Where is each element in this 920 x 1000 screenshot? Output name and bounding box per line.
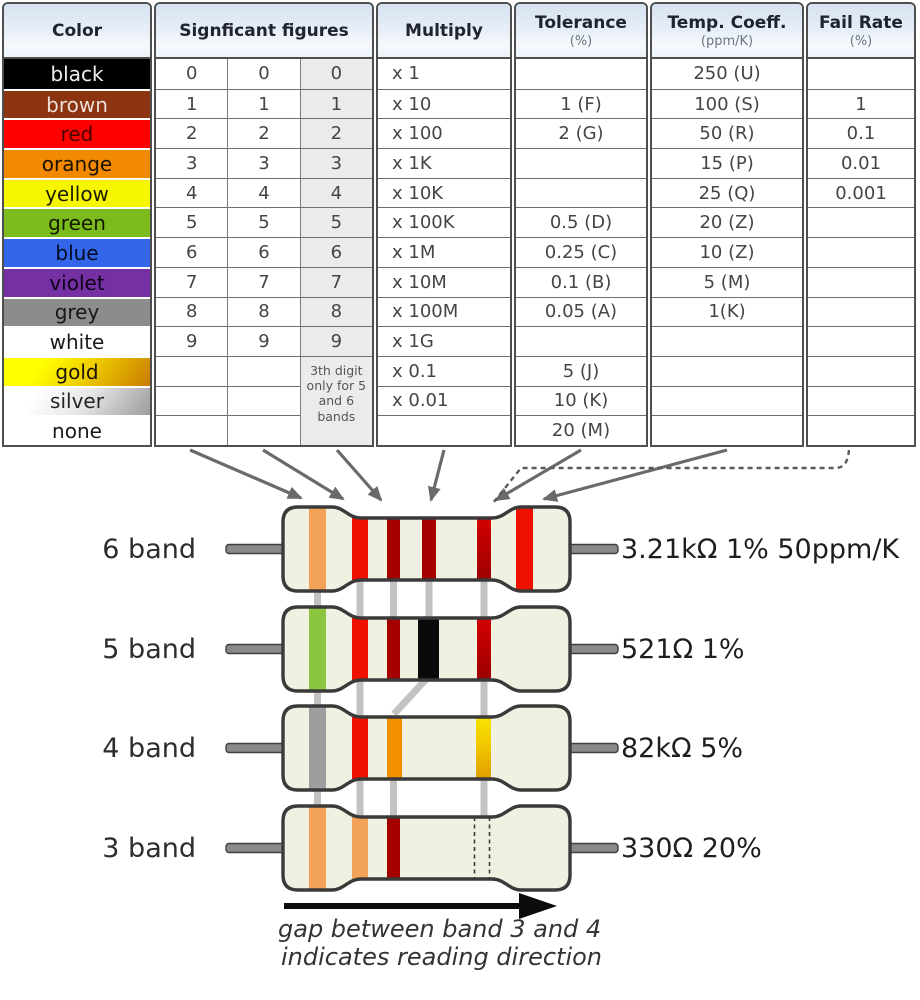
multiply-orange: x 1K — [378, 148, 510, 178]
column-tolerance — [514, 2, 648, 447]
fail-rate-silver — [808, 386, 914, 416]
header-tolerance — [516, 4, 646, 59]
tolerance-gold: 5 (J) — [516, 356, 646, 386]
tolerance-grey: 0.05 (A) — [516, 297, 646, 327]
lead-right — [566, 844, 618, 853]
dashed-fail-rate-path — [493, 450, 849, 503]
header-color-title: Color — [51, 20, 103, 41]
multiply-grey: x 100M — [378, 297, 510, 327]
sig3-blue: 6 — [301, 237, 372, 267]
temp-coeff-grey: 1(K) — [652, 297, 802, 327]
tolerance-green: 0.5 (D) — [516, 207, 646, 237]
column-significant-figures — [154, 2, 374, 447]
color-swatch-list — [4, 59, 150, 445]
fail-rate-list — [808, 59, 914, 445]
third-digit-note: 3th digit only for 5 and 6 bands — [301, 356, 372, 445]
color-swatch-grey: grey — [4, 297, 150, 327]
arrow-sig1-to-band1 — [190, 450, 301, 498]
note-line-2: indicates reading direction — [281, 943, 603, 971]
sig1-white: 9 — [156, 326, 227, 356]
sig2-black: 0 — [258, 63, 270, 85]
fail-rate-black — [808, 59, 914, 89]
resistor-3-band — [226, 803, 618, 893]
sig1-yellow: 4 — [156, 178, 227, 208]
multiply-yellow: x 10K — [378, 178, 510, 208]
band-1-orange — [309, 803, 326, 893]
tolerance-none: 20 (M) — [516, 415, 646, 445]
sig3-red: 2 — [301, 118, 372, 148]
resistor-examples-diagram — [0, 440, 920, 1000]
tolerance-list — [516, 59, 646, 445]
arrow-sig3-to-band3 — [337, 450, 381, 500]
band-1-grey — [309, 703, 326, 793]
color-swatch-yellow: yellow — [4, 178, 150, 208]
tolerance-silver: 10 (K) — [516, 386, 646, 416]
temp-coeff-list — [652, 59, 802, 445]
label-5-band: 5 band — [102, 634, 196, 665]
temp-coeff-blue: 10 (Z) — [652, 237, 802, 267]
sig2-white: 9 — [228, 326, 299, 356]
fail-rate-green — [808, 207, 914, 237]
multiply-blue: x 1M — [378, 237, 510, 267]
temp-coeff-violet: 5 (M) — [652, 267, 802, 297]
reading-direction-annotation — [278, 893, 602, 971]
column-color — [2, 2, 152, 447]
multiply-red: x 100 — [378, 118, 510, 148]
tolerance-brown: 1 (F) — [516, 89, 646, 119]
tolerance-black — [516, 59, 646, 89]
temp-coeff-gold — [652, 356, 802, 386]
sig2-yellow: 4 — [228, 178, 299, 208]
resistor-6-band — [226, 504, 618, 594]
sig2-green: 5 — [228, 207, 299, 237]
color-swatch-white: white — [4, 326, 150, 356]
temp-coeff-brown: 100 (S) — [652, 89, 802, 119]
band-6-red-tempco — [516, 504, 533, 594]
value-5-band: 521Ω 1% — [621, 634, 745, 665]
sig2-grey: 8 — [228, 297, 299, 327]
color-swatch-gold: gold — [4, 356, 150, 386]
sig3-brown: 1 — [301, 89, 372, 119]
color-swatch-none: none — [4, 415, 150, 445]
color-swatch-black: black — [4, 59, 150, 89]
sig1-blue: 6 — [156, 237, 227, 267]
tolerance-red: 2 (G) — [516, 118, 646, 148]
sig2-violet: 7 — [228, 267, 299, 297]
band-connector-lines — [318, 549, 485, 848]
fail-rate-white — [808, 326, 914, 356]
column-to-band-arrows — [190, 450, 849, 503]
multiply-silver: x 0.01 — [378, 386, 510, 416]
note-line-1: gap between band 3 and 4 — [278, 915, 602, 943]
sig1-green: 5 — [156, 207, 227, 237]
sig3-green: 5 — [301, 207, 372, 237]
sig-subcolumns — [156, 59, 372, 445]
color-swatch-orange: orange — [4, 148, 150, 178]
color-swatch-green: green — [4, 207, 150, 237]
header-significant-figures — [156, 4, 372, 59]
value-6-band: 3.21kΩ 1% 50ppm/K — [621, 534, 900, 565]
sig2-brown: 1 — [228, 89, 299, 119]
header-color — [4, 4, 150, 59]
sig3-white: 9 — [301, 326, 372, 356]
sig1-black: 0 — [185, 63, 198, 85]
header-fail-unit: (%) — [849, 33, 873, 49]
sig1-grey: 8 — [156, 297, 227, 327]
sig3-orange: 3 — [301, 148, 372, 178]
color-code-table — [2, 2, 916, 447]
fail-rate-gold — [808, 356, 914, 386]
fail-rate-blue — [808, 237, 914, 267]
sig1-orange: 3 — [156, 148, 227, 178]
temp-coeff-red: 50 (R) — [652, 118, 802, 148]
lead-right — [566, 645, 618, 654]
header-multiply-title: Multiply — [405, 20, 483, 41]
temp-coeff-white — [652, 326, 802, 356]
fail-rate-yellow: 0.001 — [808, 178, 914, 208]
header-temp-unit: (ppm/K) — [700, 33, 754, 49]
sig3-black: 0 — [330, 63, 343, 85]
lead-left — [226, 744, 288, 753]
tolerance-orange — [516, 148, 646, 178]
color-swatch-brown: brown — [4, 89, 150, 119]
sig2-silver — [228, 386, 299, 416]
header-tolerance-title: Tolerance — [535, 12, 627, 33]
temp-coeff-black: 250 (U) — [693, 63, 761, 85]
multiply-list — [378, 59, 510, 445]
arrow-multiply-to-band4 — [431, 450, 444, 500]
fail-rate-red: 0.1 — [808, 118, 914, 148]
color-swatch-silver: silver — [4, 386, 150, 416]
tolerance-violet: 0.1 (B) — [516, 267, 646, 297]
header-tolerance-unit: (%) — [569, 33, 593, 49]
multiply-black: x 1 — [392, 63, 420, 85]
multiplier-shift-connector — [394, 676, 429, 714]
sig-digit-1-column — [156, 59, 227, 445]
sig2-gold — [228, 356, 299, 386]
fail-rate-grey — [808, 297, 914, 327]
lead-left — [226, 545, 288, 554]
tolerance-yellow — [516, 178, 646, 208]
column-temp-coeff — [650, 2, 804, 447]
lead-right — [566, 545, 618, 554]
lead-left — [226, 844, 288, 853]
sig1-red: 2 — [156, 118, 227, 148]
sig2-red: 2 — [228, 118, 299, 148]
sig3-yellow: 4 — [301, 178, 372, 208]
sig3-violet: 7 — [301, 267, 372, 297]
multiply-green: x 100K — [378, 207, 510, 237]
label-3-band: 3 band — [102, 833, 196, 864]
fail-rate-orange: 0.01 — [808, 148, 914, 178]
resistor-4-band — [226, 703, 618, 793]
sig1-gold — [156, 356, 227, 386]
sig-digit-2-column — [227, 59, 299, 445]
header-multiply — [378, 4, 510, 59]
sig-digit-3-column — [300, 59, 372, 445]
column-multiply — [376, 2, 512, 447]
sig1-brown: 1 — [156, 89, 227, 119]
multiply-violet: x 10M — [378, 267, 510, 297]
label-6-band: 6 band — [102, 534, 196, 565]
lead-left — [226, 645, 288, 654]
temp-coeff-orange: 15 (P) — [652, 148, 802, 178]
sig1-violet: 7 — [156, 267, 227, 297]
header-temp-title: Temp. Coeff. — [667, 12, 787, 33]
sig2-orange: 3 — [228, 148, 299, 178]
header-temp-coeff — [652, 4, 802, 59]
header-sig-title: Signficant figures — [179, 20, 349, 41]
multiply-white: x 1G — [378, 326, 510, 356]
temp-coeff-green: 20 (Z) — [652, 207, 802, 237]
sig3-grey: 8 — [301, 297, 372, 327]
tolerance-blue: 0.25 (C) — [516, 237, 646, 267]
sig1-silver — [156, 386, 227, 416]
band-1-orange — [309, 504, 326, 594]
sig2-blue: 6 — [228, 237, 299, 267]
value-4-band: 82kΩ 5% — [621, 733, 744, 764]
lead-right — [566, 744, 618, 753]
header-fail-rate — [808, 4, 914, 59]
band-1-green — [309, 604, 326, 694]
temp-coeff-silver — [652, 386, 802, 416]
fail-rate-violet — [808, 267, 914, 297]
multiply-brown: x 10 — [378, 89, 510, 119]
color-swatch-blue: blue — [4, 237, 150, 267]
multiply-gold: x 0.1 — [378, 356, 510, 386]
value-3-band: 330Ω 20% — [621, 833, 762, 864]
resistor-5-band — [226, 604, 618, 694]
temp-coeff-yellow: 25 (Q) — [652, 178, 802, 208]
header-fail-title: Fail Rate — [819, 12, 903, 33]
column-fail-rate — [806, 2, 916, 447]
label-4-band: 4 band — [102, 733, 196, 764]
tolerance-white — [516, 326, 646, 356]
arrow-sig2-to-band2 — [263, 450, 343, 499]
color-swatch-red: red — [4, 118, 150, 148]
fail-rate-brown: 1 — [808, 89, 914, 119]
color-swatch-violet: violet — [4, 267, 150, 297]
